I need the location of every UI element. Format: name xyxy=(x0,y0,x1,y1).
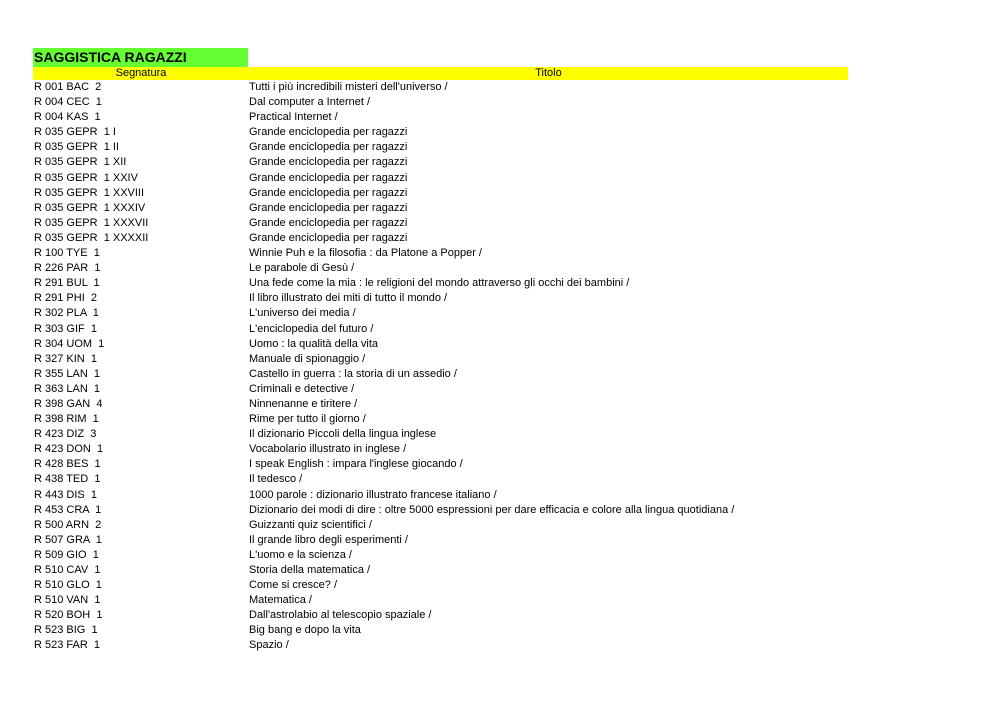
cell-segnatura[interactable]: R 523 FAR 1 xyxy=(34,639,101,652)
cell-segnatura[interactable]: R 443 DIS 1 xyxy=(34,488,97,501)
table-row xyxy=(33,533,848,548)
table-row xyxy=(33,427,848,442)
cell-titolo[interactable]: Grande enciclopedia per ragazzi xyxy=(249,171,408,184)
cell-segnatura[interactable]: R 035 GEPR 1 II xyxy=(34,141,119,154)
cell-segnatura[interactable]: R 291 PHI 2 xyxy=(34,292,97,305)
table-row xyxy=(33,155,848,170)
cell-segnatura[interactable]: R 035 GEPR 1 XXIV xyxy=(34,171,138,184)
cell-titolo[interactable]: Le parabole di Gesù / xyxy=(249,262,355,275)
cell-titolo[interactable]: Il tedesco / xyxy=(249,473,303,486)
table-row xyxy=(33,488,848,503)
cell-segnatura[interactable]: R 453 CRA 1 xyxy=(34,503,102,516)
table-row xyxy=(33,322,848,337)
cell-segnatura[interactable]: R 509 GIO 1 xyxy=(34,548,99,561)
table-row xyxy=(33,442,848,457)
table-row xyxy=(33,201,848,216)
table-row xyxy=(33,638,848,653)
cell-segnatura[interactable]: R 100 TYE 1 xyxy=(34,247,100,260)
cell-titolo[interactable]: Una fede come la mia : le religioni del mondo attraverso gli occhi dei bambini / xyxy=(249,277,630,290)
cell-segnatura[interactable]: R 510 CAV 1 xyxy=(34,564,101,576)
cell-titolo[interactable]: I speak English : impara l'inglese giocando / xyxy=(249,458,463,471)
table-row xyxy=(33,80,848,95)
cell-titolo[interactable]: Rime per tutto il giorno / xyxy=(249,413,366,426)
cell-titolo[interactable]: Il dizionario Piccoli della lingua inglese xyxy=(249,428,437,441)
cell-titolo[interactable]: Manuale di spionaggio / xyxy=(249,352,366,365)
table-row xyxy=(33,140,848,155)
table-row xyxy=(33,110,848,125)
cell-segnatura[interactable]: R 520 BOH 1 xyxy=(34,609,103,622)
column-header-segnatura[interactable]: Segnatura xyxy=(115,67,167,79)
cell-titolo[interactable]: Grande enciclopedia per ragazzi xyxy=(249,141,408,154)
table-row xyxy=(33,472,848,487)
cell-titolo[interactable]: Dal computer a Internet / xyxy=(249,96,371,109)
table-row xyxy=(33,397,848,412)
cell-segnatura[interactable]: R 302 PLA 1 xyxy=(34,307,99,320)
table-row xyxy=(33,382,848,397)
cell-segnatura[interactable]: R 004 CEC 1 xyxy=(34,96,102,109)
table-row xyxy=(33,337,848,352)
cell-titolo[interactable]: Practical Internet / xyxy=(249,111,338,124)
cell-titolo[interactable]: Grande enciclopedia per ragazzi xyxy=(249,126,408,139)
cell-segnatura[interactable]: R 355 LAN 1 xyxy=(34,367,101,380)
cell-segnatura[interactable]: R 438 TED 1 xyxy=(34,473,101,486)
table-row xyxy=(33,352,848,367)
table-row xyxy=(33,563,848,578)
cell-segnatura[interactable]: R 035 GEPR 1 XXVIII xyxy=(34,186,145,199)
table-row xyxy=(33,412,848,427)
header-row xyxy=(33,67,848,80)
table-row xyxy=(33,518,848,533)
cell-titolo[interactable]: Vocabolario illustrato in inglese / xyxy=(249,443,407,456)
cell-segnatura[interactable]: R 035 GEPR 1 I xyxy=(34,126,116,139)
table-row xyxy=(33,503,848,518)
table-row xyxy=(33,231,848,246)
cell-titolo[interactable]: Dall'astrolabio al telescopio spaziale / xyxy=(249,609,432,622)
table-row xyxy=(33,171,848,186)
cell-segnatura[interactable]: R 398 RIM 1 xyxy=(34,413,99,426)
cell-titolo[interactable]: Uomo : la qualità della vita xyxy=(249,337,379,350)
table-row xyxy=(33,367,848,382)
cell-titolo[interactable]: 1000 parole : dizionario illustrato francese italiano / xyxy=(249,488,497,501)
cell-segnatura[interactable]: R 004 KAS 1 xyxy=(34,111,101,124)
cell-segnatura[interactable]: R 500 ARN 2 xyxy=(34,518,102,531)
table-row xyxy=(33,246,848,261)
table-row xyxy=(33,578,848,593)
cell-segnatura[interactable]: R 035 GEPR 1 XXXIV xyxy=(34,201,146,214)
title-row xyxy=(33,48,848,67)
table-row xyxy=(33,261,848,276)
cell-titolo[interactable]: Guizzanti quiz scientifici / xyxy=(249,518,372,531)
column-header-titolo[interactable]: Titolo xyxy=(535,67,562,79)
cell-titolo[interactable]: Ninnenanne e tiritere / xyxy=(249,397,358,410)
cell-segnatura[interactable]: R 523 BIG 1 xyxy=(34,624,98,637)
cell-segnatura[interactable]: R 304 UOM 1 xyxy=(34,337,105,350)
cell-segnatura[interactable]: R 423 DON 1 xyxy=(34,443,104,456)
table-body xyxy=(33,80,848,654)
cell-titolo[interactable]: Criminali e detective / xyxy=(249,382,355,395)
cell-titolo[interactable]: Tutti i più incredibili misteri dell'universo / xyxy=(249,81,448,93)
table-row xyxy=(33,548,848,563)
cell-titolo[interactable]: Grande enciclopedia per ragazzi xyxy=(249,216,408,229)
cell-titolo[interactable]: Storia della matematica / xyxy=(249,564,371,576)
cell-segnatura[interactable]: R 226 PAR 1 xyxy=(34,262,101,275)
cell-titolo[interactable]: L'uomo e la scienza / xyxy=(249,548,352,561)
table-row xyxy=(33,186,848,201)
cell-titolo[interactable]: L'universo dei media / xyxy=(249,307,356,320)
cell-segnatura[interactable]: R 398 GAN 4 xyxy=(34,397,103,410)
table-row xyxy=(33,457,848,472)
cell-titolo[interactable]: Grande enciclopedia per ragazzi xyxy=(249,156,408,169)
cell-titolo[interactable]: Il libro illustrato dei miti di tutto il mondo / xyxy=(249,292,448,305)
cell-titolo[interactable]: Come si cresce? / xyxy=(249,579,338,592)
cell-segnatura[interactable]: R 363 LAN 1 xyxy=(34,382,101,395)
cell-titolo[interactable]: Winnie Puh e la filosofia : da Platone a Popper / xyxy=(249,247,482,260)
cell-titolo[interactable]: L'enciclopedia del futuro / xyxy=(249,322,374,335)
table-row xyxy=(33,125,848,140)
cell-titolo[interactable]: Dizionario dei modi di dire : oltre 5000 espressioni per dare efficacia e colore alla lingua quotidiana / xyxy=(249,503,735,516)
table-row xyxy=(33,306,848,321)
cell-segnatura[interactable]: R 423 DIZ 3 xyxy=(34,428,97,441)
cell-titolo[interactable]: Grande enciclopedia per ragazzi xyxy=(249,231,408,244)
table-row xyxy=(33,95,848,110)
cell-titolo[interactable]: Grande enciclopedia per ragazzi xyxy=(249,201,408,214)
cell-segnatura[interactable]: R 035 GEPR 1 XII xyxy=(34,156,127,169)
cell-segnatura[interactable]: R 303 GIF 1 xyxy=(34,322,97,335)
cell-segnatura[interactable]: R 001 BAC 2 xyxy=(34,81,102,93)
table-row xyxy=(33,216,848,231)
cell-segnatura[interactable]: R 428 BES 1 xyxy=(34,458,101,471)
cell-segnatura[interactable]: R 035 GEPR 1 XXXXII xyxy=(34,231,149,244)
cell-segnatura[interactable]: R 507 GRA 1 xyxy=(34,533,102,546)
cell-titolo[interactable]: Il grande libro degli esperimenti / xyxy=(249,533,408,546)
cell-segnatura[interactable]: R 510 GLO 1 xyxy=(34,579,102,592)
cell-titolo[interactable]: Spazio / xyxy=(249,639,289,652)
spreadsheet xyxy=(33,48,848,654)
table-row xyxy=(33,593,848,608)
table-row xyxy=(33,608,848,623)
cell-segnatura[interactable]: R 291 BUL 1 xyxy=(34,277,100,290)
sheet-title[interactable]: SAGGISTICA RAGAZZI xyxy=(33,48,248,67)
table-row xyxy=(33,623,848,638)
table-row xyxy=(33,276,848,291)
cell-segnatura[interactable]: R 327 KIN 1 xyxy=(34,352,97,365)
cell-titolo[interactable]: Grande enciclopedia per ragazzi xyxy=(249,186,408,199)
cell-titolo[interactable]: Matematica / xyxy=(249,594,312,607)
cell-segnatura[interactable]: R 510 VAN 1 xyxy=(34,594,101,607)
cell-titolo[interactable]: Big bang e dopo la vita xyxy=(249,624,361,637)
table-row xyxy=(33,291,848,306)
cell-segnatura[interactable]: R 035 GEPR 1 XXXVII xyxy=(34,216,149,229)
cell-titolo[interactable]: Castello in guerra : la storia di un assedio / xyxy=(249,367,457,380)
